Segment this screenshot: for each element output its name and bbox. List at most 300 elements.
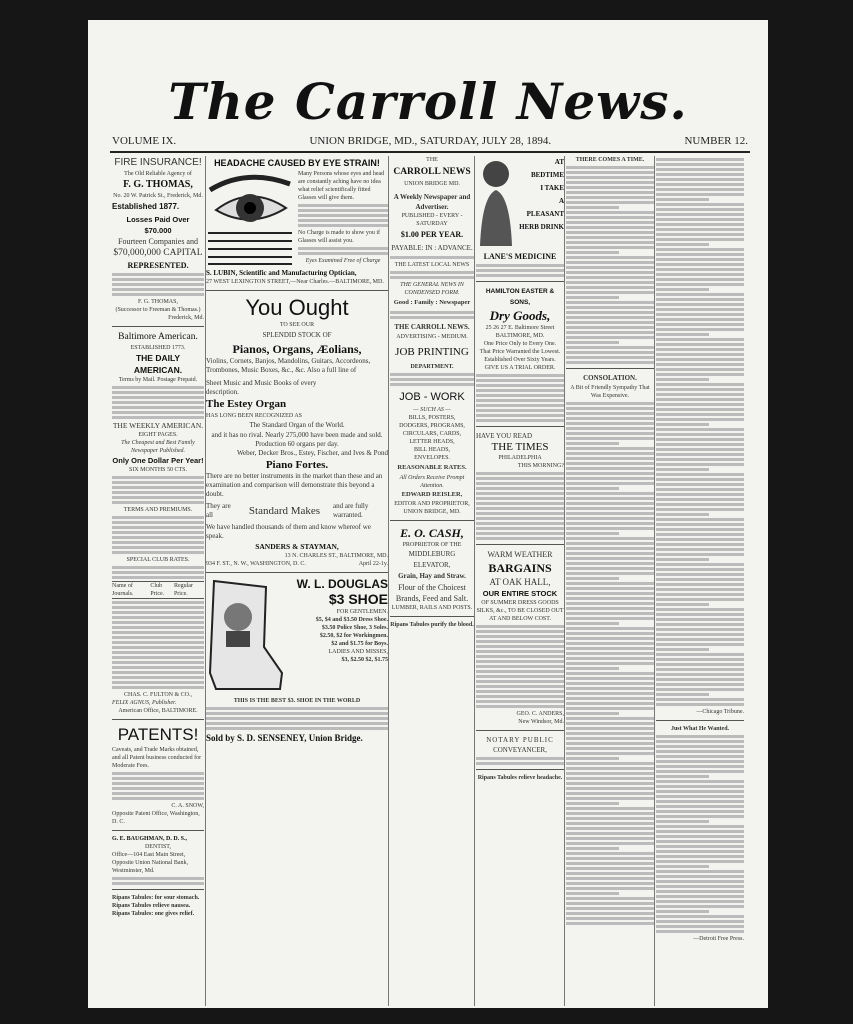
text-line xyxy=(656,568,744,571)
text: The Standard Organ of the World. xyxy=(249,421,345,429)
text-line xyxy=(656,268,744,271)
text: EDWARD REISLER, xyxy=(401,491,463,498)
text: Eyes Examined Free of Charge xyxy=(305,258,381,264)
text-line xyxy=(656,478,744,481)
text: 27 WEST LEXINGTON STREET,—Near Charles.—BALTIMORE, MD. xyxy=(206,279,384,285)
text-line xyxy=(656,775,709,778)
text-line xyxy=(566,422,654,425)
text-line xyxy=(656,805,744,808)
text-line xyxy=(566,547,654,550)
text-line xyxy=(656,770,744,773)
text: THE WEEKLY AMERICAN. xyxy=(112,421,204,430)
text-line xyxy=(656,558,709,561)
text-line xyxy=(566,892,619,895)
text: BILL HEADS, xyxy=(413,447,451,453)
text: Only One Dollar Per Year! xyxy=(112,456,204,465)
text-line xyxy=(566,211,654,214)
text-line xyxy=(566,707,654,710)
text-line xyxy=(656,223,744,226)
text: American Office, BALTIMORE. xyxy=(118,708,198,714)
text-line xyxy=(566,747,654,750)
col-header: Regular Price. xyxy=(173,583,193,597)
text-line xyxy=(656,553,744,556)
text: Grain, Hay and Straw. xyxy=(398,572,466,580)
text-line xyxy=(566,407,654,410)
text-line xyxy=(566,336,654,339)
text-line xyxy=(566,647,654,650)
text: G. E. BAUGHMAN, D. D. S., xyxy=(112,836,188,842)
text-line xyxy=(566,216,654,219)
text-line xyxy=(656,273,744,276)
text: Fourteen Companies and xyxy=(118,237,198,246)
volume: VOLUME IX. xyxy=(112,135,177,147)
text: The Cheapest and Best Family Newspaper Published. xyxy=(121,440,195,454)
text-line xyxy=(566,351,654,354)
text: UNION BRIDGE MD. xyxy=(404,181,460,187)
text-line xyxy=(566,437,654,440)
text-line xyxy=(656,598,744,601)
text-line xyxy=(566,176,654,179)
text-line xyxy=(656,745,744,748)
text-line xyxy=(656,438,744,441)
text-line xyxy=(656,688,744,691)
text: Sheet Music and Music Books of every description. xyxy=(206,379,317,396)
text-line xyxy=(656,533,744,536)
text: Violins, Cornets, Banjos, Mandolins, Guitars, Accordeons, Trombones, Music Boxes, &c., &c. Also a full line of xyxy=(206,357,371,374)
text-line xyxy=(566,862,654,865)
text-line xyxy=(566,877,654,880)
text: Established 1877. xyxy=(112,202,180,211)
poem-body xyxy=(566,166,654,364)
text: THIS IS THE BEST $3. SHOE IN THE WORLD xyxy=(233,698,361,704)
text-line xyxy=(566,477,654,480)
text-line xyxy=(656,543,744,546)
text-line xyxy=(656,368,744,371)
text-line xyxy=(566,727,654,730)
text-line xyxy=(656,313,744,316)
text-line xyxy=(566,326,654,329)
text-line xyxy=(566,842,654,845)
text: CONVEYANCER, xyxy=(493,746,547,754)
text: No. 20 W. Patrick St., Frederick, Md. xyxy=(113,193,203,199)
text-line xyxy=(566,817,654,820)
text: NOTARY PUBLIC xyxy=(486,736,554,744)
text-line xyxy=(656,523,744,526)
text-line xyxy=(656,508,744,511)
text: No Charge is made to show you if Glasses will assist you. xyxy=(298,230,381,244)
text-line xyxy=(656,538,744,541)
text-line xyxy=(656,623,744,626)
column-5 xyxy=(566,156,654,927)
text: SIX MONTHS 50 CTS. xyxy=(128,467,187,473)
column-divider xyxy=(388,156,389,1006)
text-line xyxy=(566,917,654,920)
text: Standard Makes xyxy=(248,504,321,517)
text-line xyxy=(566,867,654,870)
text-line xyxy=(566,772,654,775)
text-line xyxy=(566,487,619,490)
text: GEO. C. ANDERS, xyxy=(516,711,564,717)
text-line xyxy=(566,657,654,660)
text: Terms by Mail. Postage Prepaid. xyxy=(118,377,198,383)
fire-insurance-heading: FIRE INSURANCE! xyxy=(114,157,202,168)
text: 13 N. CHARLES ST., BALTIMORE, MD. xyxy=(284,553,388,559)
text-line xyxy=(656,298,744,301)
text: THE GENERAL NEWS IN CONDENSED FORM. xyxy=(400,282,464,296)
text: Ripans Tabules purify the blood. xyxy=(390,622,474,628)
douglas-heading: W. L. DOUGLAS xyxy=(296,577,388,591)
text-line xyxy=(566,617,654,620)
text-line xyxy=(656,283,744,286)
text: S. LUBIN, Scientific and Manufacturing Optician, xyxy=(206,269,357,277)
text: DODGERS, PROGRAMS, xyxy=(399,423,465,429)
text-line xyxy=(656,503,744,506)
text: PHILADELPHIA xyxy=(498,455,542,461)
text-line xyxy=(566,762,654,765)
text: There are no better instruments in the market than these and an examination and comparison will demonstrate this beyond a doubt. xyxy=(206,472,383,498)
text-line xyxy=(656,163,744,166)
text-line xyxy=(656,820,709,823)
text-line xyxy=(566,907,654,910)
text-line xyxy=(566,276,654,279)
text-line xyxy=(566,301,654,304)
text-line xyxy=(656,830,744,833)
text-line xyxy=(656,483,744,486)
text: $5, $4 and $3.50 Dress Shoe. xyxy=(315,617,388,623)
text-line xyxy=(656,488,744,491)
text-line xyxy=(656,253,744,256)
text-line xyxy=(566,587,654,590)
text-line xyxy=(656,473,744,476)
text-line xyxy=(656,663,744,666)
text-line xyxy=(566,492,654,495)
text-line xyxy=(656,443,744,446)
text-line xyxy=(656,638,744,641)
text: A Bit of Friendly Sympathy That Was Expensive. xyxy=(570,385,650,399)
text-line xyxy=(656,870,744,873)
text-line xyxy=(656,810,744,813)
column-3 xyxy=(390,156,474,629)
text: LETTER HEADS, xyxy=(409,439,455,445)
text-line xyxy=(566,507,654,510)
text-line xyxy=(566,316,654,319)
text-line xyxy=(656,880,744,883)
text-line xyxy=(656,628,744,631)
dateline xyxy=(112,135,748,147)
text-line xyxy=(656,755,744,758)
column-4 xyxy=(476,156,564,782)
text-line xyxy=(656,463,744,466)
text-line xyxy=(566,181,654,184)
text-line xyxy=(656,703,744,706)
text-line xyxy=(566,622,619,625)
text-line xyxy=(566,467,654,470)
header-rule xyxy=(110,151,750,153)
text: Sold by S. D. SENSENEY, Union Bridge. xyxy=(206,733,363,743)
text: F. G. THOMAS, xyxy=(138,299,178,305)
text-line xyxy=(566,597,654,600)
text-line xyxy=(656,408,744,411)
text-line xyxy=(566,532,619,535)
text: The Old Reliable Agency of xyxy=(124,171,192,177)
text-line xyxy=(566,361,654,364)
text: FOR GENTLEMEN. xyxy=(336,609,388,615)
text-line xyxy=(566,557,654,560)
text: CARROLL NEWS xyxy=(393,167,471,177)
eye-illustration xyxy=(206,170,294,268)
text-line xyxy=(656,183,744,186)
col-header: Club Price. xyxy=(150,583,165,597)
col-header: Name of Journals. xyxy=(112,583,134,597)
text: LADIES AND MISSES, xyxy=(328,649,388,655)
text-line xyxy=(566,291,654,294)
text: A xyxy=(558,197,564,205)
text-line xyxy=(656,658,744,661)
text-line xyxy=(566,482,654,485)
text: THE LATEST LOCAL NEWS xyxy=(394,262,470,268)
text: $3, $2.50 $2, $1.75 xyxy=(341,657,388,663)
text: $3 SHOE xyxy=(328,591,388,607)
shoe-illustration-icon xyxy=(206,577,284,697)
column-1 xyxy=(112,156,204,918)
woman-illustration-icon xyxy=(476,156,516,246)
text-line xyxy=(656,188,744,191)
text-line xyxy=(656,278,744,281)
text: Ripans Tabules relieve headache. xyxy=(477,775,563,781)
text-line xyxy=(656,218,744,221)
text-line xyxy=(566,562,654,565)
text-line xyxy=(656,398,744,401)
poem-heading: THERE COMES A TIME. xyxy=(575,157,645,163)
text: OUR ENTIRE STOCK xyxy=(482,589,558,598)
text: HERB DRINK xyxy=(519,223,564,231)
text-line xyxy=(656,865,709,868)
text: C. A. SNOW, xyxy=(171,803,204,809)
text-line xyxy=(566,582,654,585)
text: E. O. CASH, xyxy=(400,526,464,540)
text: —Chicago Tribune. xyxy=(696,709,744,715)
text-line xyxy=(656,578,744,581)
text-line xyxy=(566,857,654,860)
text-line xyxy=(566,452,654,455)
text-line xyxy=(566,346,654,349)
text-line xyxy=(656,348,744,351)
text-line xyxy=(656,213,744,216)
text-line xyxy=(656,765,744,768)
text-line xyxy=(656,433,744,436)
text-line xyxy=(656,203,744,206)
text-line xyxy=(656,388,744,391)
text: ENVELOPES. xyxy=(414,455,450,461)
text-line xyxy=(656,498,744,501)
text-line xyxy=(566,432,654,435)
text-line xyxy=(566,246,654,249)
text-line xyxy=(566,231,654,234)
text-line xyxy=(566,602,654,605)
text-line xyxy=(566,427,654,430)
text-line xyxy=(656,588,744,591)
text-line xyxy=(566,792,654,795)
text-line xyxy=(566,612,654,615)
text-line xyxy=(566,462,654,465)
column-divider xyxy=(474,156,475,1006)
text: HAMILTON EASTER & SONS, xyxy=(485,288,555,306)
text: 934 F. ST., N. W., WASHINGTON, D. C. xyxy=(206,561,306,567)
text: Dry Goods, xyxy=(489,308,551,323)
text-line xyxy=(566,577,619,580)
text-line xyxy=(656,890,744,893)
text-line xyxy=(566,417,654,420)
text-line xyxy=(656,373,744,376)
text-line xyxy=(656,815,744,818)
text-line xyxy=(566,802,619,805)
text-line xyxy=(566,226,654,229)
text-line xyxy=(566,737,654,740)
text-line xyxy=(656,293,744,296)
text-line xyxy=(566,887,654,890)
text: (Successor to Freeman & Thomas.) xyxy=(115,307,201,313)
story-body xyxy=(566,402,654,925)
text-line xyxy=(656,383,744,386)
text-line xyxy=(566,236,654,239)
you-ought-heading: You Ought xyxy=(245,295,349,320)
text-line xyxy=(566,807,654,810)
patents-heading: PATENTS! xyxy=(117,725,199,744)
text: BEDTIME xyxy=(530,171,564,179)
column-divider xyxy=(654,156,655,1006)
text-line xyxy=(656,208,744,211)
text-line xyxy=(656,608,744,611)
text: Caveats, and Trade Marks obtained, and all Patent business conducted for Moderate Fees. xyxy=(112,747,202,769)
column-6 xyxy=(656,156,744,943)
text-line xyxy=(656,845,744,848)
text-line xyxy=(566,697,654,700)
issue-number: NUMBER 12. xyxy=(684,135,748,147)
text-line xyxy=(656,785,744,788)
baltimore-american-heading: Baltimore American. xyxy=(118,332,198,342)
text: UNION BRIDGE, MD. xyxy=(403,509,461,515)
text-line xyxy=(656,860,744,863)
text-line xyxy=(656,453,744,456)
text: JOB PRINTING xyxy=(395,346,469,358)
text-line xyxy=(566,732,654,735)
text-line xyxy=(656,333,709,336)
text: and are fully warranted. xyxy=(333,502,369,519)
column-divider xyxy=(564,156,565,1006)
estey-organ-heading: The Estey Organ xyxy=(206,398,287,410)
text-line xyxy=(656,673,744,676)
text-line xyxy=(656,238,744,241)
text: EDITOR AND PROPRIETOR, xyxy=(394,501,470,507)
text: A Weekly Newspaper and Advertiser. xyxy=(393,193,471,211)
text-line xyxy=(566,186,654,189)
text-line xyxy=(566,251,619,254)
text-line xyxy=(566,522,654,525)
text-line xyxy=(656,653,744,656)
text: Ripans Tabules: one gives relief. xyxy=(112,911,195,917)
text-line xyxy=(566,627,654,630)
text-line xyxy=(566,592,654,595)
text-line xyxy=(566,331,654,334)
text: All Orders Receive Prompt Attention. xyxy=(399,475,465,489)
text: TO SEE OUR xyxy=(279,322,315,328)
text-line xyxy=(566,537,654,540)
text-line xyxy=(656,648,709,651)
text-line xyxy=(566,787,654,790)
text-line xyxy=(656,403,744,406)
text: THE CARROLL NEWS. xyxy=(394,323,470,331)
text-line xyxy=(566,457,654,460)
text-line xyxy=(656,428,744,431)
text-line xyxy=(656,173,744,176)
text-line xyxy=(566,822,654,825)
eye-strain-heading: HEADACHE CAUSED BY EYE STRAIN! xyxy=(214,158,380,168)
text-line xyxy=(656,740,744,743)
text-line xyxy=(656,198,709,201)
text: SILKS, &c., TO BE CLOSED OUT AT AND BELOW COST. xyxy=(476,608,564,622)
text-line xyxy=(566,642,654,645)
text-line xyxy=(656,683,744,686)
text-line xyxy=(656,303,744,306)
text-line xyxy=(656,895,744,898)
text: ESTABLISHED 1773. xyxy=(130,345,186,351)
text-line xyxy=(656,458,744,461)
text: New Windsor, Md. xyxy=(518,719,564,725)
text: CIRCULARS, CARDS, xyxy=(402,431,462,437)
text-line xyxy=(656,885,744,888)
text: I TAKE xyxy=(540,184,564,192)
text-line xyxy=(566,512,654,515)
text-line xyxy=(656,318,744,321)
text-line xyxy=(656,613,744,616)
text-line xyxy=(566,201,654,204)
text-line xyxy=(656,258,744,261)
text-line xyxy=(656,930,744,933)
text: They are all xyxy=(206,502,231,519)
text: FELIX AGNUS, Publisher. xyxy=(112,700,177,706)
text-line xyxy=(656,925,744,928)
text-line xyxy=(566,687,654,690)
text: Just What He Wanted. xyxy=(670,726,730,732)
text-line xyxy=(566,442,619,445)
text-line xyxy=(656,263,744,266)
text: Ripans Tabules: for sour stomach. xyxy=(112,895,200,901)
text-line xyxy=(656,920,744,923)
text-line xyxy=(656,513,709,516)
text-line xyxy=(566,261,654,264)
text-line xyxy=(566,677,654,680)
text: THE TIMES xyxy=(491,441,549,453)
text-line xyxy=(656,835,744,838)
text-line xyxy=(656,750,744,753)
text-line xyxy=(566,777,654,780)
text: THE DAILY AMERICAN. xyxy=(133,353,183,375)
text-line xyxy=(566,341,619,344)
story-body xyxy=(656,158,744,706)
text: Ripans Tabules relieve nausea. xyxy=(112,903,191,909)
text: April 22-1y. xyxy=(358,561,388,567)
text: SPECIAL CLUB RATES. xyxy=(126,557,190,563)
text-line xyxy=(566,517,654,520)
text-line xyxy=(566,266,654,269)
text-line xyxy=(656,735,744,738)
text-line xyxy=(566,447,654,450)
column-2 xyxy=(206,156,388,744)
text-line xyxy=(566,567,654,570)
text-line xyxy=(656,583,744,586)
text: ADVERTISING - MEDIUM. xyxy=(396,334,468,340)
text-line xyxy=(656,668,744,671)
